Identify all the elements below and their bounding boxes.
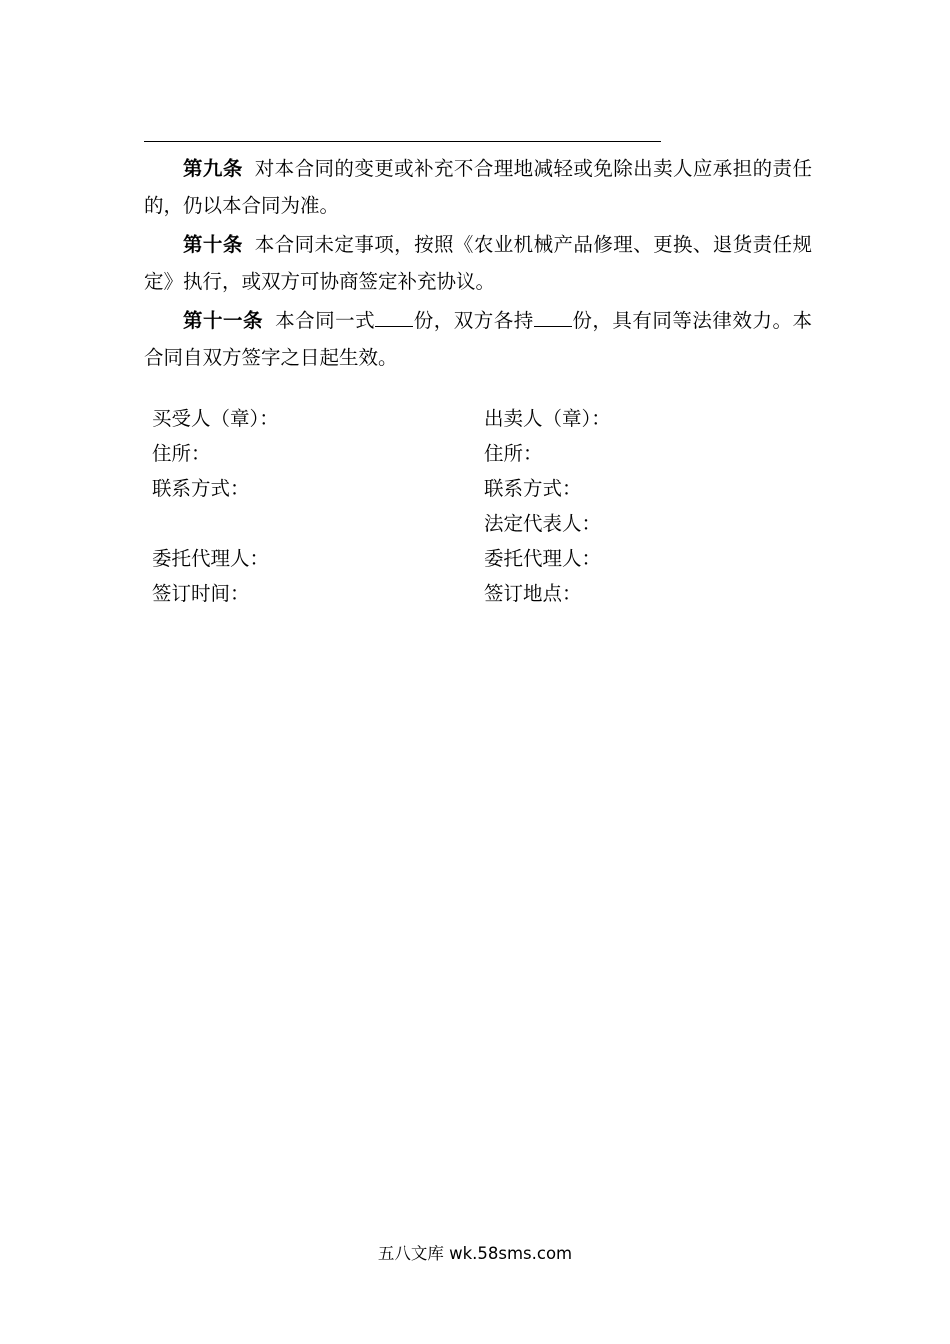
- clause-9-title: 第九条: [183, 157, 243, 180]
- buyer-column: [152, 401, 279, 611]
- clause-10-title: 第十条: [183, 233, 243, 256]
- clause-11: [144, 302, 812, 376]
- buyer-agent-label: 委托代理人：: [152, 547, 270, 570]
- clause-9-text: 对本合同的变更或补充不合理地减轻或免除出卖人应承担的责任的，仍以本合同为准。: [144, 157, 812, 217]
- top-divider: [144, 141, 661, 142]
- buyer-party-label: 买受人（章）：: [152, 407, 279, 430]
- seller-address-label: 住所：: [484, 442, 543, 465]
- seller-sign-place-label: 签订地点：: [484, 582, 582, 605]
- seller-agent-label: 委托代理人：: [484, 547, 602, 570]
- seller-column: [484, 401, 611, 611]
- clause-9: [144, 150, 812, 224]
- buyer-sign-time-label: 签订时间：: [152, 582, 250, 605]
- buyer-spacer: [152, 506, 279, 541]
- copies-total-blank: [375, 308, 413, 327]
- clause-11-text-part1: 本合同一式: [275, 309, 376, 332]
- page-footer: 五八文库 wk.58sms.com: [377, 1244, 573, 1263]
- copies-each-blank: [534, 308, 572, 327]
- buyer-address-label: 住所：: [152, 442, 211, 465]
- clause-11-text-part2: 份，双方各持: [413, 309, 534, 332]
- seller-contact-label: 联系方式：: [484, 477, 582, 500]
- buyer-contact-label: 联系方式：: [152, 477, 250, 500]
- clause-10-text: 本合同未定事项，按照《农业机械产品修理、更换、退货责任规定》执行，或双方可协商签定补充协议。: [144, 233, 812, 293]
- clause-11-text-part3: 份，具有同等法律效力。本合同自双方签字之日起生效。: [144, 309, 812, 369]
- seller-legal-rep-label: 法定代表人：: [484, 512, 602, 535]
- seller-party-label: 出卖人（章）：: [484, 407, 611, 430]
- contract-clauses: [144, 150, 812, 378]
- clause-11-title: 第十一条: [183, 309, 264, 332]
- clause-10: [144, 226, 812, 300]
